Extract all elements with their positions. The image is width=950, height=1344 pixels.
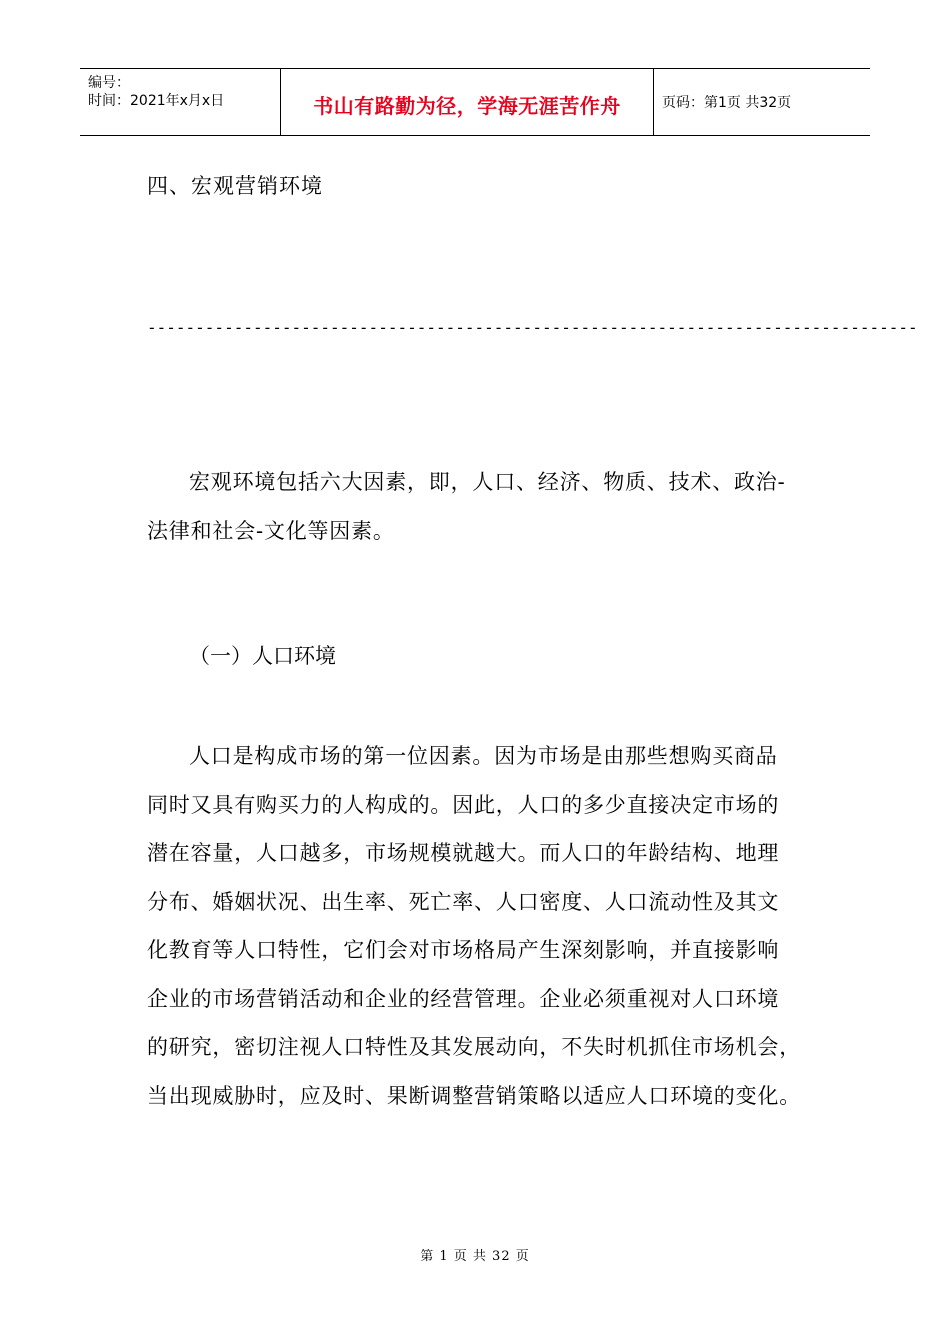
motto-text: 书山有路勤为径，学海无涯苦作舟 xyxy=(313,93,621,118)
body-line: 人口是构成市场的第一位因素。因为市场是由那些想购买商品 xyxy=(189,744,778,768)
page-info: 页码：第1页 共32页 xyxy=(662,95,792,111)
date-label: 时间：2021年x月x日 xyxy=(88,93,225,109)
page-footer: 第 1 页 共 32 页 xyxy=(420,1249,530,1264)
section-heading: 四、宏观营销环境 xyxy=(147,174,323,198)
number-label: 编号： xyxy=(88,75,130,91)
body-line: 的研究，密切注视人口特性及其发展动向，不失时机抓住市场机会， xyxy=(147,1035,801,1059)
body-line: 企业的市场营销活动和企业的经营管理。企业必须重视对人口环境 xyxy=(147,986,780,1011)
header-page-info-cell xyxy=(654,69,870,135)
body-line: 潜在容量，人口越多，市场规模就越大。而人口的年龄结构、地理 xyxy=(147,841,780,865)
document-header xyxy=(80,68,870,136)
intro-line: 宏观环境包括六大因素，即，人口、经济、物质、技术、政治- xyxy=(189,470,786,494)
intro-paragraph xyxy=(147,458,811,555)
body-line: 分布、婚姻状况、出生率、死亡率、人口密度、人口流动性及其文 xyxy=(147,889,780,914)
body-line: 化教育等人口特性，它们会对市场格局产生深刻影响，并直接影响 xyxy=(147,938,780,962)
body-line: 同时又具有购买力的人构成的。因此，人口的多少直接决定市场的 xyxy=(147,792,780,817)
header-motto-cell xyxy=(281,69,654,135)
intro-line: 法律和社会-文化等因素。 xyxy=(147,518,395,543)
header-meta xyxy=(80,69,281,135)
body-paragraph xyxy=(147,732,811,1120)
body-line: 当出现威胁时，应及时、果断调整营销策略以适应人口环境的变化。 xyxy=(147,1083,801,1108)
sub-heading: （一）人口环境 xyxy=(189,644,336,668)
separator-line: -------------------------------------------------------------------------------- xyxy=(147,318,918,337)
